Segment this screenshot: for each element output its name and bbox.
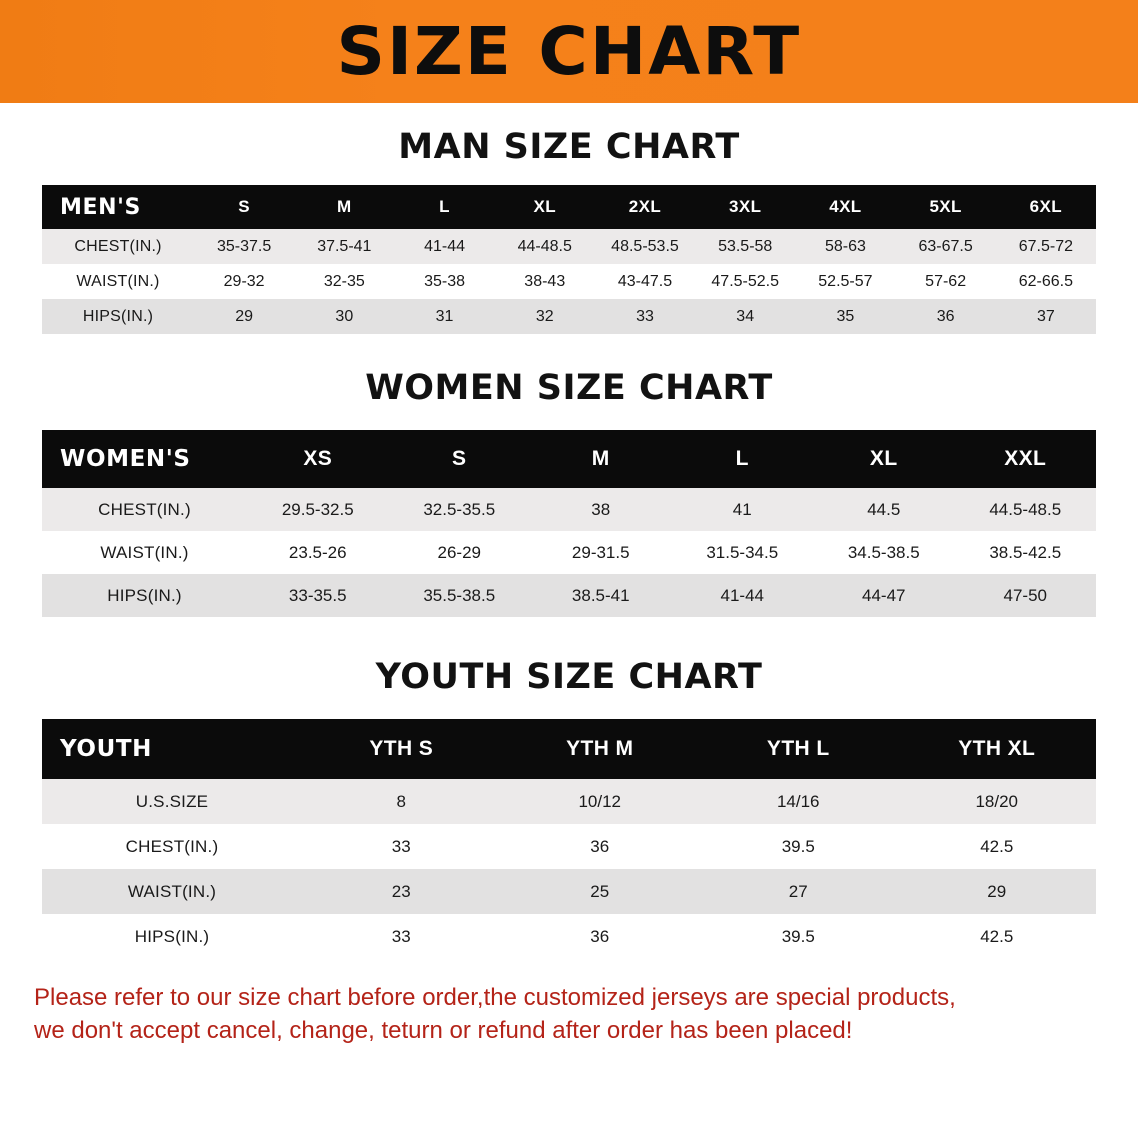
cell: 62-66.5 [1018,272,1073,290]
man-size-col: 4XL [829,197,862,216]
women-size-table [42,430,1096,617]
man-section-title: MAN SIZE CHART [398,127,740,167]
women-size-col: M [591,447,610,470]
cell: 44.5-48.5 [989,499,1062,519]
youth-size-col: YTH XL [958,737,1036,760]
women-section-title: WOMEN SIZE CHART [365,368,773,408]
row-label: CHEST(IN.) [74,237,162,255]
women-table-header [42,430,1096,488]
youth-size-col: YTH L [766,737,830,760]
cell: 35 [836,307,855,325]
cell: 42.5 [980,836,1014,856]
youth-table-wrap [42,719,1096,959]
table-row [42,574,1096,617]
cell: 41 [732,499,752,519]
cell: 30 [335,307,354,325]
cell: 57-62 [925,272,967,290]
cell: 52.5-57 [818,272,873,290]
women-corner-label: WOMEN'S [60,446,191,472]
row-label: U.S.SIZE [135,791,209,811]
table-row [42,824,1096,869]
man-table-wrap [42,185,1096,334]
cell: 42.5 [980,926,1014,946]
cell: 44-48.5 [517,237,572,255]
banner [0,0,1138,103]
table-header-row [42,185,1096,229]
cell: 33 [391,836,411,856]
youth-size-col: YTH M [566,737,634,760]
man-size-table [42,185,1096,334]
table-header-row [42,719,1096,779]
cell: 33 [391,926,411,946]
women-size-col: S [452,447,467,470]
row-label: WAIST(IN.) [127,881,217,901]
row-label: HIPS(IN.) [82,307,154,325]
cell: 29.5-32.5 [281,499,354,519]
man-size-col: L [439,197,450,216]
cell: 38.5-41 [571,585,630,605]
youth-size-col: YTH S [369,737,434,760]
cell: 29 [235,307,253,325]
cell: 23 [391,881,411,901]
cell: 47.5-52.5 [711,272,779,290]
cell: 38.5-42.5 [989,542,1062,562]
youth-table-body [42,779,1096,959]
cell: 8 [396,791,406,811]
cell: 32.5-35.5 [423,499,496,519]
cell: 33-35.5 [288,585,347,605]
cell: 32-35 [323,272,365,290]
cell: 44-47 [862,585,906,605]
man-size-col: M [337,197,352,216]
man-size-col: 6XL [1029,197,1063,216]
cell: 32 [535,307,554,325]
youth-section-title: YOUTH SIZE CHART [375,657,763,697]
cell: 37.5-41 [317,237,372,255]
cell: 34 [736,307,755,325]
cell: 38 [591,499,611,519]
table-row [42,869,1096,914]
row-label: CHEST(IN.) [125,836,219,856]
banner-title: SIZE CHART [336,12,802,90]
cell: 29 [987,881,1007,901]
man-size-col: XL [533,197,557,216]
cell: 36 [936,307,955,325]
cell: 67.5-72 [1018,237,1073,255]
man-table-body [42,229,1096,334]
table-header-row [42,430,1096,488]
cell: 48.5-53.5 [611,237,679,255]
disclaimer-line-2: we don't accept cancel, change, teturn or refund after order has been placed! [34,1017,853,1045]
cell: 29-32 [223,272,265,290]
women-size-col: XXL [1004,447,1047,470]
cell: 53.5-58 [718,237,773,255]
cell: 29-31.5 [571,542,630,562]
cell: 41-44 [424,237,465,255]
cell: 36 [590,836,610,856]
cell: 31 [435,307,454,325]
man-size-col: S [238,197,250,216]
cell: 33 [636,307,654,325]
women-table-wrap [42,430,1096,617]
table-row [42,488,1096,531]
cell: 26-29 [437,542,481,562]
table-row [42,229,1096,264]
cell: 18/20 [975,791,1019,811]
cell: 38-43 [524,272,566,290]
man-size-col: 5XL [929,197,962,216]
cell: 47-50 [1003,585,1047,605]
youth-table-header [42,719,1096,779]
disclaimer-line-1: Please refer to our size chart before order,the customized jerseys are special products, [34,984,956,1011]
cell: 44.5 [867,499,901,519]
cell: 41-44 [720,585,764,605]
cell: 63-67.5 [918,237,973,255]
man-size-col: 3XL [729,197,762,216]
table-row [42,914,1096,959]
cell: 25 [590,881,610,901]
man-size-col: 2XL [628,197,662,216]
row-label: CHEST(IN.) [98,499,191,519]
cell: 36 [590,926,610,946]
row-label: WAIST(IN.) [100,542,189,562]
youth-corner-label: YOUTH [60,736,153,762]
table-row [42,531,1096,574]
cell: 31.5-34.5 [706,542,779,562]
women-table-body [42,488,1096,617]
cell: 43-47.5 [617,272,673,290]
cell: 35-38 [424,272,465,290]
row-label: WAIST(IN.) [76,272,160,290]
cell: 39.5 [781,926,815,946]
cell: 58-63 [824,237,866,255]
women-size-col: XL [869,447,898,470]
cell: 10/12 [578,791,622,811]
man-corner-label: MEN'S [60,194,141,220]
cell: 37 [1036,307,1055,325]
cell: 35.5-38.5 [423,585,496,605]
table-row [42,299,1096,334]
row-label: HIPS(IN.) [107,585,182,605]
cell: 39.5 [781,836,815,856]
table-row [42,779,1096,824]
row-label: HIPS(IN.) [134,926,210,946]
table-row [42,264,1096,299]
cell: 35-37.5 [216,237,272,255]
cell: 27 [788,881,808,901]
youth-size-table [42,719,1096,959]
cell: 23.5-26 [288,542,347,562]
disclaimer-note [34,981,1104,1047]
man-table-header [42,185,1096,229]
women-size-col: L [735,447,749,470]
cell: 34.5-38.5 [847,542,920,562]
cell: 14/16 [776,791,820,811]
women-size-col: XS [303,447,333,470]
